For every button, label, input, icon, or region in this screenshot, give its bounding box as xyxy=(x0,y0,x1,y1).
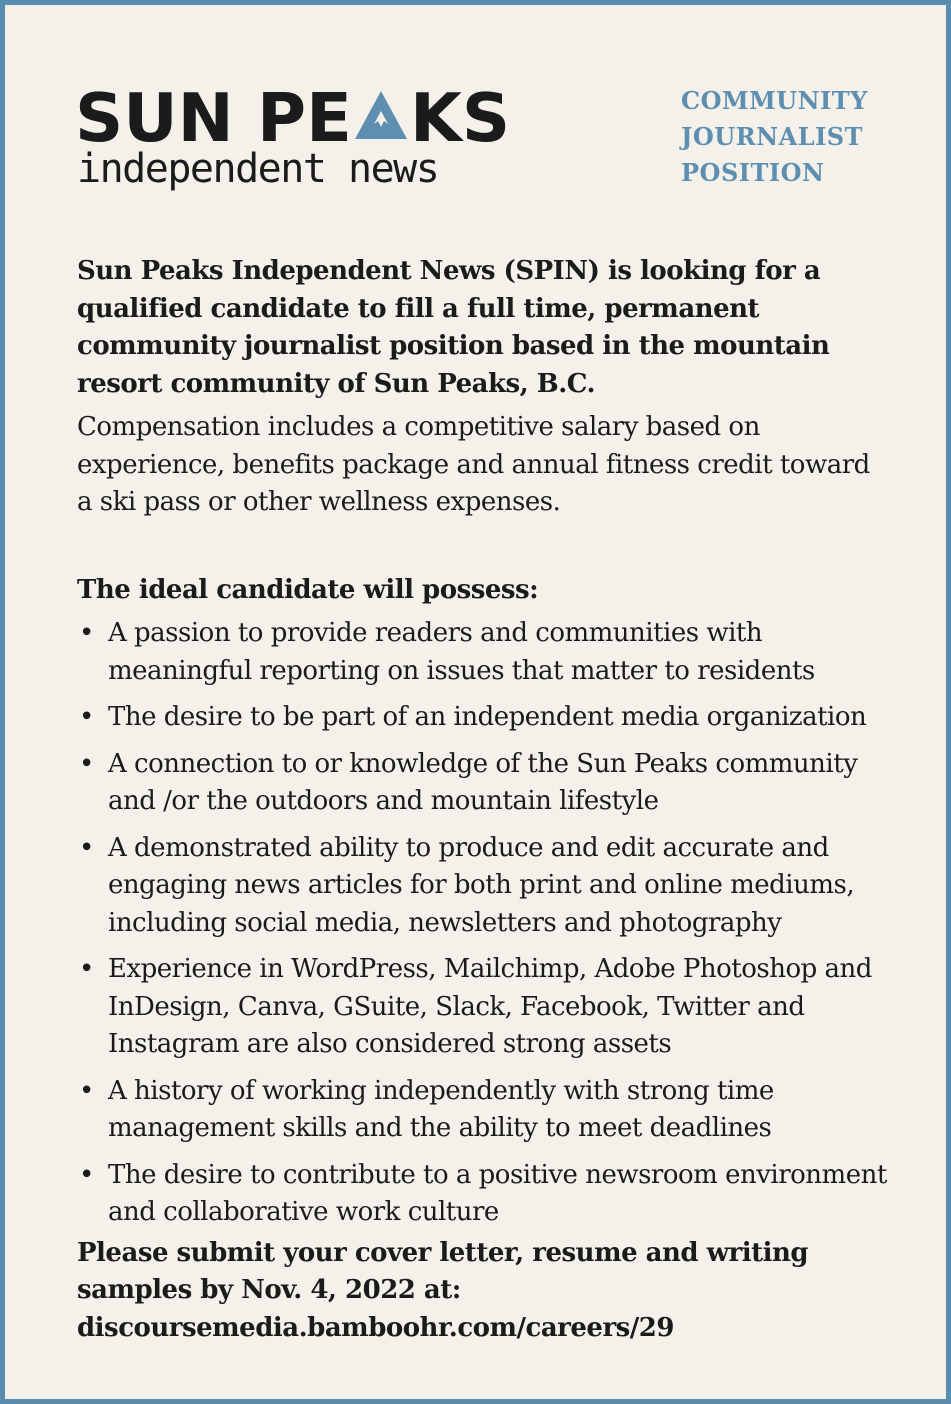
list-item xyxy=(77,951,887,1064)
bullet-icon: • xyxy=(79,832,94,863)
qualification-text: A history of working independently with strong time management skills and the ability to meet deadlines xyxy=(108,1075,774,1143)
bullet-icon: • xyxy=(79,702,94,732)
qualification-text: A connection to or knowledge of the Sun Peaks community and /or the outdoors and mountain lifestyle xyxy=(108,748,858,816)
position-title xyxy=(681,83,868,191)
bullet-icon: • xyxy=(79,1159,94,1190)
list-item xyxy=(77,746,887,821)
qualification-text: A demonstrated ability to produce and edit accurate and engaging news articles for both print and online mediums, including social media, newsletters and photography xyxy=(108,832,855,938)
list-item xyxy=(77,1073,887,1148)
logo-wordmark xyxy=(75,79,511,157)
intro-paragraph: Sun Peaks Independent News (SPIN) is looking for a qualified candidate to fill a full time, permanent community journalist position based in the mountain resort community of Sun Peaks, B.C. xyxy=(77,256,830,399)
list-item xyxy=(77,830,887,943)
ideal-candidate-heading: The ideal candidate will possess: xyxy=(77,574,539,605)
bullet-icon: • xyxy=(79,618,94,648)
list-item xyxy=(77,1157,887,1232)
bullet-icon: • xyxy=(79,954,94,984)
qualification-text: The desire to contribute to a positive newsroom environment and collaborative work culture xyxy=(108,1159,887,1227)
logo-text-part2: KS xyxy=(409,79,511,157)
qualification-text: A passion to provide readers and communities with meaningful reporting on issues that matter to residents xyxy=(108,618,815,686)
list-item xyxy=(77,699,887,737)
logo-tagline: independent news xyxy=(77,146,439,192)
bullet-icon: • xyxy=(79,748,94,779)
submit-instructions xyxy=(77,1235,887,1348)
list-item xyxy=(77,615,887,690)
qualifications-list xyxy=(77,615,887,1232)
sun-peaks-logo xyxy=(75,79,511,193)
qualification-text: Experience in WordPress, Mailchimp, Adobe Photoshop and InDesign, Canva, GSuite, Slack, Facebook, Twitter and Instagram are also considered strong assets xyxy=(108,954,872,1059)
position-title-line1: COMMUNITY xyxy=(681,86,868,115)
position-title-line2: JOURNALIST xyxy=(681,122,863,151)
compensation-paragraph: Compensation includes a competitive salary based on experience, benefits package and annual fitness credit toward a ski pass or other wellness expenses. xyxy=(77,412,870,517)
position-title-line3: POSITION xyxy=(681,158,825,187)
qualification-text: The desire to be part of an independent media organization xyxy=(108,702,867,732)
logo-text-part1: SUN PE xyxy=(75,79,352,157)
bullet-icon: • xyxy=(79,1075,94,1106)
application-url[interactable]: discoursemedia.bamboohr.com/careers/29 xyxy=(77,1312,674,1343)
ad-body xyxy=(77,253,887,1347)
submit-line2: samples by Nov. 4, 2022 at: xyxy=(77,1275,461,1305)
submit-line1: Please submit your cover letter, resume and writing xyxy=(77,1237,809,1268)
mountain-peak-icon xyxy=(353,87,409,143)
